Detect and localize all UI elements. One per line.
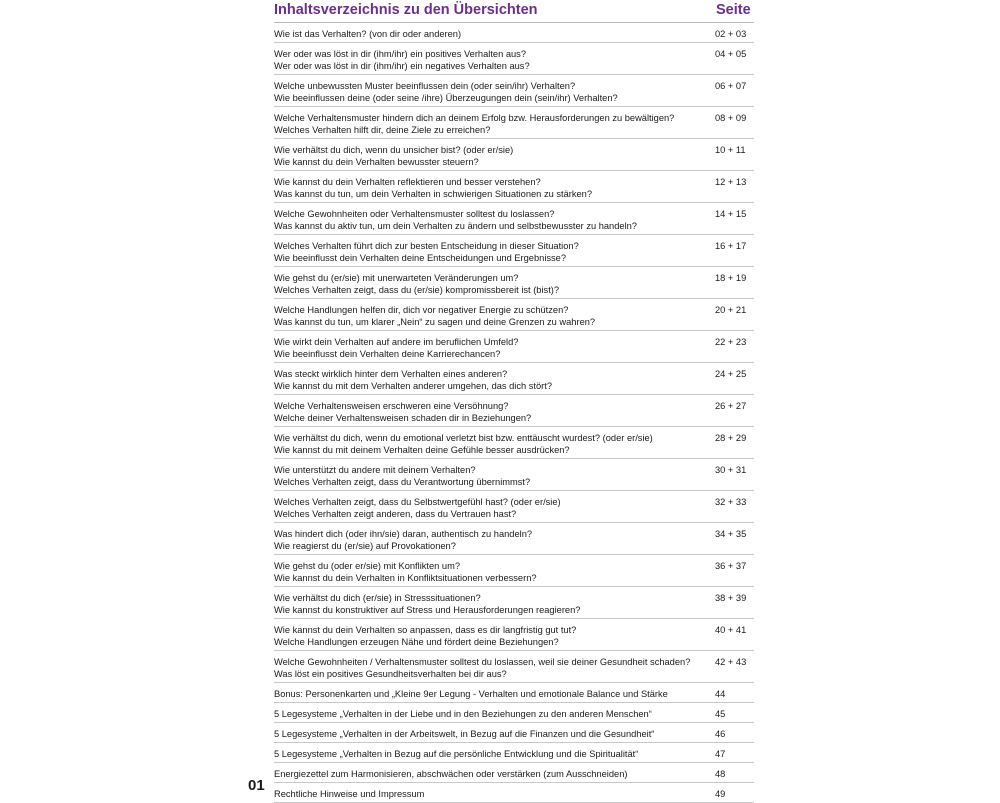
toc-entry-page: 08 + 09 (715, 113, 747, 123)
toc-entry-line: Welche Handlungen helfen dir, dich vor negativer Energie zu schützen? (274, 305, 569, 315)
toc-entry-text (274, 43, 710, 72)
toc-entry-page: 22 + 23 (715, 337, 747, 347)
toc-entry-line: Wie verhältst du dich (er/sie) in Stresssituationen? (274, 593, 481, 603)
toc-entry-page: 45 (715, 709, 726, 719)
toc-entry-line: Wie beeinflussen deine (oder seine /ihre) Überzeugungen dein (sein/ihr) Verhalten? (274, 93, 618, 103)
toc-entry-line: Wie verhältst du dich, wenn du unsicher bist? (oder er/sie) (274, 145, 514, 155)
toc-entry-page: 47 (715, 749, 726, 759)
toc-entry-text (274, 523, 710, 552)
toc-entry-line: Wer oder was löst in dir (ihm/ihr) ein positives Verhalten aus? (274, 49, 526, 59)
toc-entry-line: Wer oder was löst in dir (ihm/ihr) ein negatives Verhalten aus? (274, 61, 530, 71)
table-of-contents (274, 0, 754, 803)
toc-entry-line: Was löst ein positives Gesundheitsverhalten bei dir aus? (274, 669, 507, 679)
toc-entry-line: Was kannst du aktiv tun, um dein Verhalten zu ändern und selbstbewusster zu handeln? (274, 221, 637, 231)
toc-entry[interactable] (274, 587, 754, 619)
toc-entry-text (274, 395, 710, 424)
toc-entry-page: 49 (715, 789, 726, 799)
toc-entry-line: Welche Handlungen erzeugen Nähe und fördert deine Beziehungen? (274, 637, 559, 647)
toc-entry-text (274, 23, 710, 40)
toc-entry-line: 5 Legesysteme „Verhalten in Bezug auf die persönliche Entwicklung und die Spiritualität“ (274, 749, 639, 759)
toc-entry-page: 36 + 37 (715, 561, 747, 571)
toc-entry-line: Wie ist das Verhalten? (von dir oder anderen) (274, 29, 462, 39)
toc-entry-line: Wie kannst du dein Verhalten reflektieren und besser verstehen? (274, 177, 541, 187)
toc-entry-text (274, 683, 710, 700)
toc-entry-line: Was hindert dich (oder ihn/sie) daran, authentisch zu handeln? (274, 529, 533, 539)
toc-entry-page: 06 + 07 (715, 81, 747, 91)
toc-entry-text (274, 743, 710, 760)
toc-entry-page: 26 + 27 (715, 401, 747, 411)
toc-entry-line: Welche Gewohnheiten / Verhaltensmuster solltest du loslassen, weil sie deiner Gesundheit schaden? (274, 657, 691, 667)
toc-title: Inhaltsverzeichnis zu den Übersichten (274, 2, 538, 18)
toc-entry-text (274, 703, 710, 720)
toc-entry-line: Bonus: Personenkarten und „Kleine 9er Legung - Verhalten und emotionale Balance und Stärke (274, 689, 668, 699)
toc-entry-line: Wie kannst du mit deinem Verhalten deine Gefühle besser ausdrücken? (274, 445, 570, 455)
toc-entry[interactable] (274, 299, 754, 331)
toc-entry-page: 28 + 29 (715, 433, 747, 443)
toc-entry-text (274, 107, 710, 136)
toc-entry-page: 40 + 41 (715, 625, 747, 635)
toc-entries (274, 23, 754, 803)
toc-entry[interactable] (274, 23, 754, 43)
toc-entry[interactable] (274, 427, 754, 459)
toc-entry-line: Welches Verhalten zeigt, dass du (er/sie) kompromissbereit ist (bist)? (274, 285, 560, 295)
toc-entry-text (274, 235, 710, 264)
toc-entry-text (274, 459, 710, 488)
toc-entry-page: 18 + 19 (715, 273, 747, 283)
toc-entry-page: 30 + 31 (715, 465, 747, 475)
toc-header (274, 0, 754, 23)
toc-entry[interactable] (274, 203, 754, 235)
toc-entry[interactable] (274, 763, 754, 783)
page-number: 01 (248, 777, 265, 794)
toc-entry-text (274, 619, 710, 648)
toc-entry-page: 14 + 15 (715, 209, 747, 219)
toc-entry-page: 10 + 11 (715, 145, 746, 155)
toc-entry-page: 12 + 13 (715, 177, 747, 187)
toc-entry-page: 48 (715, 769, 726, 779)
toc-entry[interactable] (274, 75, 754, 107)
toc-entry[interactable] (274, 171, 754, 203)
toc-entry-line: 5 Legesysteme „Verhalten in der Arbeitswelt, in Bezug auf die Finanzen und die Gesundheit“ (274, 729, 655, 739)
toc-entry-line: Wie verhältst du dich, wenn du emotional verletzt bist bzw. enttäuscht wurdest? (oder er/sie) (274, 433, 653, 443)
toc-entry[interactable] (274, 523, 754, 555)
toc-entry[interactable] (274, 363, 754, 395)
toc-entry-text (274, 723, 710, 740)
toc-entry-text (274, 267, 710, 296)
toc-entry[interactable] (274, 331, 754, 363)
toc-entry[interactable] (274, 651, 754, 683)
toc-entry[interactable] (274, 491, 754, 523)
toc-entry-line: Was kannst du tun, um dein Verhalten in schwierigen Situationen zu stärken? (274, 189, 593, 199)
toc-entry-line: Wie beeinflusst dein Verhalten deine Entscheidungen und Ergebnisse? (274, 253, 567, 263)
toc-entry-text (274, 139, 710, 168)
toc-entry-line: Wie beeinflusst dein Verhalten deine Karrierechancen? (274, 349, 501, 359)
toc-entry[interactable] (274, 267, 754, 299)
toc-entry-line: Was kannst du tun, um klarer „Nein“ zu sagen und deine Grenzen zu wahren? (274, 317, 596, 327)
toc-entry-page: 34 + 35 (715, 529, 747, 539)
toc-entry[interactable] (274, 235, 754, 267)
toc-entry-page: 44 (715, 689, 726, 699)
toc-entry-text (274, 783, 710, 800)
toc-entry-page: 32 + 33 (715, 497, 747, 507)
toc-entry-line: Wie kannst du konstruktiver auf Stress und Herausforderungen reagieren? (274, 605, 581, 615)
toc-entry-line: Welche Gewohnheiten oder Verhaltensmuster solltest du loslassen? (274, 209, 555, 219)
toc-entry-line: Was steckt wirklich hinter dem Verhalten eines anderen? (274, 369, 508, 379)
toc-entry[interactable] (274, 459, 754, 491)
toc-entry-text (274, 363, 710, 392)
toc-entry-page: 38 + 39 (715, 593, 747, 603)
toc-entry-line: Welches Verhalten zeigt anderen, dass du Vertrauen hast? (274, 509, 517, 519)
toc-entry-line: Wie kannst du dein Verhalten so anpassen, dass es dir langfristig gut tut? (274, 625, 577, 635)
toc-entry-page: 24 + 25 (715, 369, 747, 379)
toc-entry-line: Welche unbewussten Muster beeinflussen dein (oder sein/ihr) Verhalten? (274, 81, 576, 91)
toc-entry-page: 04 + 05 (715, 49, 747, 59)
toc-entry-line: Wie gehst du (oder er/sie) mit Konflikten um? (274, 561, 461, 571)
toc-entry-line: Wie reagierst du (er/sie) auf Provokationen? (274, 541, 456, 551)
toc-entry[interactable] (274, 723, 754, 743)
toc-entry-line: Welche deiner Verhaltensweisen schaden dir in Beziehungen? (274, 413, 532, 423)
toc-entry-page: 20 + 21 (715, 305, 747, 315)
toc-entry-line: Welches Verhalten führt dich zur besten Entscheidung in dieser Situation? (274, 241, 579, 251)
toc-entry[interactable] (274, 743, 754, 763)
toc-entry[interactable] (274, 783, 754, 803)
toc-entry-text (274, 587, 710, 616)
toc-entry[interactable] (274, 683, 754, 703)
toc-entry-text (274, 651, 710, 680)
toc-entry-line: Welches Verhalten hilft dir, deine Ziele zu erreichen? (274, 125, 491, 135)
toc-entry-page: 42 + 43 (715, 657, 747, 667)
toc-entry-text (274, 555, 710, 584)
toc-entry-text (274, 75, 710, 104)
toc-entry-line: 5 Legesysteme „Verhalten in der Liebe und in den Beziehungen zu den anderen Menschen“ (274, 709, 652, 719)
toc-entry-text (274, 491, 710, 520)
toc-entry[interactable] (274, 395, 754, 427)
toc-entry-text (274, 331, 710, 360)
toc-entry-line: Energiezettel zum Harmonisieren, abschwächen oder verstärken (zum Ausschneiden) (274, 769, 628, 779)
toc-entry-text (274, 299, 710, 328)
toc-entry-line: Rechtliche Hinweise und Impressum (274, 789, 425, 799)
toc-entry[interactable] (274, 107, 754, 139)
toc-entry-line: Wie gehst du (er/sie) mit unerwarteten Veränderungen um? (274, 273, 519, 283)
toc-entry[interactable] (274, 703, 754, 723)
toc-entry-page: 02 + 03 (715, 29, 747, 39)
toc-entry-page: 16 + 17 (715, 241, 747, 251)
page-column-label: Seite (716, 2, 751, 18)
toc-entry[interactable] (274, 555, 754, 587)
toc-entry-line: Welches Verhalten zeigt, dass du Verantwortung übernimmst? (274, 477, 531, 487)
toc-entry-text (274, 763, 710, 780)
toc-entry-text (274, 171, 710, 200)
toc-entry-page: 46 (715, 729, 726, 739)
toc-entry-line: Wie kannst du dein Verhalten in Konfliktsituationen verbessern? (274, 573, 537, 583)
toc-entry[interactable] (274, 139, 754, 171)
toc-entry-line: Wie unterstützt du andere mit deinem Verhalten? (274, 465, 476, 475)
toc-entry-line: Wie wirkt dein Verhalten auf andere im beruflichen Umfeld? (274, 337, 519, 347)
toc-entry-text (274, 427, 710, 456)
toc-entry-text (274, 203, 710, 232)
toc-entry-line: Wie kannst du dein Verhalten bewusster steuern? (274, 157, 479, 167)
toc-entry-line: Welche Verhaltensweisen erschweren eine Versöhnung? (274, 401, 509, 411)
toc-entry-line: Welche Verhaltensmuster hindern dich an deinem Erfolg bzw. Herausforderungen zu bewältigen? (274, 113, 675, 123)
toc-entry[interactable] (274, 43, 754, 75)
toc-entry-line: Wie kannst du mit dem Verhalten anderer umgehen, das dich stört? (274, 381, 553, 391)
toc-entry-line: Welches Verhalten zeigt, dass du Selbstwertgefühl hast? (oder er/sie) (274, 497, 561, 507)
toc-entry[interactable] (274, 619, 754, 651)
